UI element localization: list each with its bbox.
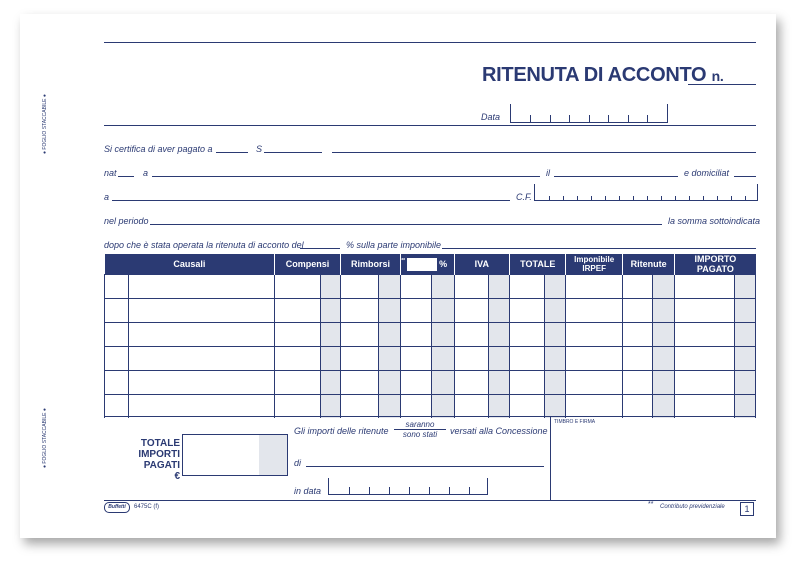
table-cell[interactable] <box>675 371 734 395</box>
header-iva: IVA <box>454 254 509 275</box>
percent-note-mark: ** <box>401 257 406 264</box>
period-field[interactable] <box>150 224 662 225</box>
table-cell[interactable] <box>488 299 509 323</box>
birthdate-label: il <box>546 168 550 178</box>
totale-line2: IMPORTI PAGATI <box>138 449 180 471</box>
table-cell[interactable] <box>622 347 652 371</box>
header-rimborsi: Rimborsi <box>340 254 400 275</box>
table-cell[interactable] <box>129 323 275 347</box>
domicile-suffix-field[interactable] <box>734 176 756 177</box>
table-cell[interactable] <box>275 275 320 299</box>
title-number-label: n. <box>711 68 724 84</box>
tax-code-label: C.F. <box>516 192 532 202</box>
period-label: nel periodo <box>104 216 149 226</box>
table-cell[interactable] <box>340 275 378 299</box>
form-code: 6475C (f) <box>134 504 160 510</box>
table-cell[interactable] <box>675 299 734 323</box>
totale-line1: TOTALE <box>140 438 180 449</box>
di-label: di <box>294 458 302 468</box>
domicile-label: e domiciliat <box>684 168 730 178</box>
table-cell[interactable] <box>734 323 755 347</box>
table-cell[interactable] <box>454 275 488 299</box>
table-cell[interactable] <box>675 347 734 371</box>
table-cell[interactable] <box>454 299 488 323</box>
percent-input-box[interactable] <box>407 258 437 271</box>
born-label: nat <box>104 168 117 178</box>
table-cell[interactable] <box>432 395 454 419</box>
table-cell[interactable] <box>401 347 432 371</box>
total-amount-field[interactable] <box>182 434 288 476</box>
table-cell[interactable] <box>379 395 401 419</box>
table-row <box>105 371 756 395</box>
table-cell[interactable] <box>545 395 566 419</box>
address-field[interactable] <box>112 200 510 201</box>
table-cell[interactable] <box>675 275 734 299</box>
table-cell[interactable] <box>488 323 509 347</box>
table-cell[interactable] <box>510 299 545 323</box>
certify-label: Si certifica di aver pagato a <box>104 144 213 154</box>
born-at-label: a <box>143 168 149 178</box>
footer-rule <box>104 500 756 501</box>
table-cell[interactable] <box>432 371 454 395</box>
table-cell[interactable] <box>401 371 432 395</box>
stamp-signature-label: TIMBRO E FIRMA <box>554 419 596 425</box>
withholding-label: dopo che è stata operata la ritenuta di acconto del <box>104 240 304 250</box>
table-cell[interactable] <box>105 347 129 371</box>
table-cell[interactable] <box>454 371 488 395</box>
birthplace-field[interactable] <box>152 176 540 177</box>
table-cell[interactable] <box>432 323 454 347</box>
ritenute-note-label: Gli importi delle ritenute <box>294 426 389 436</box>
table-cell[interactable] <box>105 275 129 299</box>
table-row <box>105 323 756 347</box>
table-cell[interactable] <box>379 275 401 299</box>
table-cell[interactable] <box>275 371 320 395</box>
euro-symbol: € <box>174 471 180 482</box>
table-cell[interactable] <box>432 299 454 323</box>
table-cell[interactable] <box>320 299 340 323</box>
header-importo-pagato: IMPORTO PAGATO <box>675 254 756 275</box>
sono-stati-label: sono stati <box>402 430 438 439</box>
concessione-field[interactable] <box>306 466 544 467</box>
table-cell[interactable] <box>488 347 509 371</box>
page-number-box <box>740 502 754 516</box>
brand-text: Buffetti <box>108 504 126 510</box>
table-cell[interactable] <box>340 299 378 323</box>
table-cell[interactable] <box>379 371 401 395</box>
stamp-divider <box>550 416 551 500</box>
address-label: a <box>104 192 110 202</box>
table-cell[interactable] <box>129 299 275 323</box>
table-cell[interactable] <box>129 275 275 299</box>
table-cell[interactable] <box>105 395 129 419</box>
table-cell[interactable] <box>545 275 566 299</box>
title-text: RITENUTA DI ACCONTO <box>482 64 707 86</box>
table-cell[interactable] <box>320 395 340 419</box>
table-cell[interactable] <box>432 347 454 371</box>
table-cell[interactable] <box>488 275 509 299</box>
saranno-label: saranno <box>394 420 446 430</box>
table-cell[interactable] <box>545 371 566 395</box>
table-cell[interactable] <box>566 299 622 323</box>
brand-logo <box>104 502 130 513</box>
table-cell[interactable] <box>734 347 755 371</box>
in-data-label: in data <box>294 486 322 496</box>
table-cell[interactable] <box>340 395 378 419</box>
versati-label: versati alla Concessione <box>450 426 548 436</box>
table-cell[interactable] <box>488 371 509 395</box>
table-cell[interactable] <box>675 395 734 419</box>
table-cell[interactable] <box>622 395 652 419</box>
page-number: 1 <box>744 504 750 514</box>
totale-label <box>120 438 180 482</box>
taxable-part-field[interactable] <box>442 248 756 249</box>
table-cell[interactable] <box>734 395 755 419</box>
tax-code-field[interactable] <box>534 184 758 201</box>
header-totale: TOTALE <box>510 254 566 275</box>
header-compensi: Compensi <box>275 254 340 275</box>
payee-name-field-a[interactable] <box>264 152 322 153</box>
table-cell[interactable] <box>105 299 129 323</box>
table-bottom-rule <box>104 416 756 417</box>
table-cell[interactable] <box>105 323 129 347</box>
table-cell[interactable] <box>432 275 454 299</box>
table-cell[interactable] <box>653 395 675 419</box>
header-imponibile-irpef: Imponibile IRPEF <box>566 254 622 275</box>
form-sheet <box>20 14 776 538</box>
table-cell[interactable] <box>566 347 622 371</box>
table-cell[interactable] <box>734 371 755 395</box>
table-cell[interactable] <box>622 275 652 299</box>
table-cell[interactable] <box>340 347 378 371</box>
table-cell[interactable] <box>488 395 509 419</box>
table-cell[interactable] <box>129 395 275 419</box>
percent-sign: % <box>439 258 448 269</box>
table-cell[interactable] <box>510 395 545 419</box>
withholding-rate-field[interactable] <box>300 248 340 249</box>
payee-name-field-b[interactable] <box>332 152 756 153</box>
table-cell[interactable] <box>454 323 488 347</box>
table-cell[interactable] <box>510 323 545 347</box>
footnote-mark: ** <box>648 501 654 508</box>
table-cell[interactable] <box>275 323 320 347</box>
table-cell[interactable] <box>566 395 622 419</box>
payments-table <box>104 254 756 418</box>
table-cell[interactable] <box>320 347 340 371</box>
table-cell[interactable] <box>545 347 566 371</box>
table-cell[interactable] <box>510 347 545 371</box>
date-label: Data <box>481 112 501 122</box>
side-label-bottom: ● FOGLIO STACCABILE ● <box>42 408 48 468</box>
table-row <box>105 275 756 299</box>
taxable-part-label: % sulla parte imponibile <box>346 240 442 250</box>
table-cell[interactable] <box>734 299 755 323</box>
payment-date-field[interactable] <box>328 478 488 495</box>
table-cell[interactable] <box>545 323 566 347</box>
table-cell[interactable] <box>622 299 652 323</box>
table-cell[interactable] <box>105 371 129 395</box>
payee-title-field[interactable] <box>216 152 248 153</box>
table-cell[interactable] <box>734 275 755 299</box>
table-cell[interactable] <box>401 323 432 347</box>
table-row <box>105 299 756 323</box>
table-cell[interactable] <box>320 323 340 347</box>
table-cell[interactable] <box>454 395 488 419</box>
s-label: S <box>256 144 263 154</box>
table-cell[interactable] <box>454 347 488 371</box>
table-cell[interactable] <box>275 347 320 371</box>
table-cell[interactable] <box>340 371 378 395</box>
table-cell[interactable] <box>566 275 622 299</box>
table-cell[interactable] <box>129 347 275 371</box>
table-cell[interactable] <box>675 323 734 347</box>
born-suffix-field[interactable] <box>118 176 134 177</box>
table-cell[interactable] <box>320 275 340 299</box>
table-cell[interactable] <box>653 299 675 323</box>
table-cell[interactable] <box>320 371 340 395</box>
table-cell[interactable] <box>653 275 675 299</box>
table-cell[interactable] <box>622 323 652 347</box>
table-cell[interactable] <box>401 395 432 419</box>
top-rule <box>104 42 756 43</box>
table-cell[interactable] <box>510 371 545 395</box>
date-field[interactable] <box>510 104 668 123</box>
table-row <box>105 347 756 371</box>
birthdate-field[interactable] <box>554 176 678 177</box>
saranno-sono-stati <box>394 420 446 439</box>
table-cell[interactable] <box>622 371 652 395</box>
header-ritenute: Ritenute <box>622 254 674 275</box>
header-rule <box>104 125 756 126</box>
number-field[interactable] <box>688 84 756 85</box>
table-row <box>105 395 756 419</box>
table-cell[interactable] <box>401 275 432 299</box>
footnote-text: Contributo previdenziale <box>660 504 725 510</box>
table-cell[interactable] <box>545 299 566 323</box>
table-cell[interactable] <box>653 347 675 371</box>
table-cell[interactable] <box>340 323 378 347</box>
table-cell[interactable] <box>379 323 401 347</box>
table-cell[interactable] <box>129 371 275 395</box>
side-label-top: ● FOGLIO STACCABILE ● <box>42 94 48 154</box>
amount-below-label: la somma sottoindicata <box>668 216 761 226</box>
table-cell[interactable] <box>653 323 675 347</box>
table-cell[interactable] <box>379 299 401 323</box>
table-body <box>105 275 756 419</box>
header-causali: Causali <box>105 254 275 275</box>
table-cell[interactable] <box>275 395 320 419</box>
table-cell[interactable] <box>510 275 545 299</box>
table-header-row <box>105 254 756 275</box>
table-cell[interactable] <box>566 371 622 395</box>
table-cell[interactable] <box>566 323 622 347</box>
table-cell[interactable] <box>401 299 432 323</box>
table-cell[interactable] <box>379 347 401 371</box>
table-cell[interactable] <box>653 371 675 395</box>
header-percent <box>401 254 454 275</box>
table-cell[interactable] <box>275 299 320 323</box>
